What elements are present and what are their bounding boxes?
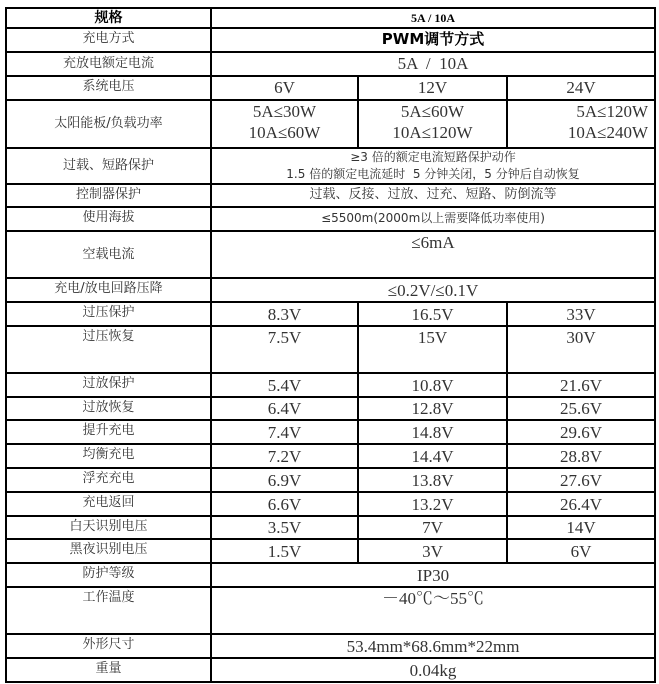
voltage-row-label: 过放恢复: [6, 397, 211, 420]
panel-power-12v-10a: 10A≤120W: [392, 123, 473, 142]
voltage-row-12v: 13.8V: [358, 468, 507, 492]
voltage-row-24v: 27.6V: [507, 468, 655, 492]
voltage-row-24v: 29.6V: [507, 420, 655, 444]
header-value: 5A / 10A: [211, 8, 655, 28]
voltage-drop-label: 充电/放电回路压降: [6, 278, 211, 302]
protection-grade-label: 防护等级: [6, 563, 211, 587]
overload-protection-value: [211, 148, 655, 184]
voltage-row-label: 黑夜识别电压: [6, 539, 211, 563]
voltage-row-12v: 13.2V: [358, 492, 507, 516]
voltage-row: [6, 468, 655, 492]
charge-mode-label: 充电方式: [6, 28, 211, 52]
voltage-row-12v: 3V: [358, 539, 507, 563]
spec-table: [5, 7, 656, 683]
voltage-row-6v: 6.9V: [211, 468, 358, 492]
voltage-row-6v: 6.4V: [211, 397, 358, 420]
voltage-row: [6, 420, 655, 444]
weight-value: 0.04kg: [211, 658, 655, 682]
voltage-row-24v: 14V: [507, 516, 655, 539]
voltage-row-label: 提升充电: [6, 420, 211, 444]
panel-power-6v-5a: 5A≤30W: [252, 102, 317, 121]
panel-power-row: [6, 100, 655, 148]
voltage-row-6v: 6.6V: [211, 492, 358, 516]
voltage-row: [6, 444, 655, 468]
voltage-row-6v: 5.4V: [211, 373, 358, 397]
voltage-row-label: 过放保护: [6, 373, 211, 397]
idle-current-row: [6, 231, 655, 278]
protection-grade-row: [6, 563, 655, 587]
panel-power-24v-5a: 5A≤120W: [576, 102, 649, 121]
panel-power-12v-5a: 5A≤60W: [400, 102, 465, 121]
weight-row: [6, 658, 655, 682]
controller-protection-value: 过载、反接、过放、过充、短路、防倒流等: [211, 184, 655, 207]
overload-protection-row: [6, 148, 655, 184]
voltage-row-24v: 30V: [507, 326, 655, 373]
controller-protection-label: 控制器保护: [6, 184, 211, 207]
overload-protection-line-2: 1.5 倍的额定电流延时 5 分钟关闭，5 分钟后自动恢复: [286, 167, 580, 181]
voltage-row-24v: 33V: [507, 302, 655, 326]
idle-current-value: ≤6mA: [211, 231, 655, 278]
system-voltage-label: 系统电压: [6, 76, 211, 100]
header-row: [6, 8, 655, 28]
voltage-row-12v: 16.5V: [358, 302, 507, 326]
voltage-row: [6, 326, 655, 373]
voltage-row-6v: 1.5V: [211, 539, 358, 563]
dimensions-value: 53.4mm*68.6mm*22mm: [211, 634, 655, 658]
voltage-drop-value: ≤0.2V/≤0.1V: [211, 278, 655, 302]
voltage-row-24v: 28.8V: [507, 444, 655, 468]
voltage-drop-row: [6, 278, 655, 302]
voltage-row-label: 过压保护: [6, 302, 211, 326]
voltage-row-24v: 6V: [507, 539, 655, 563]
overload-protection-line-1: ≥3 倍的额定电流短路保护动作: [350, 150, 516, 164]
voltage-row-24v: 25.6V: [507, 397, 655, 420]
voltage-row: [6, 492, 655, 516]
panel-power-12v: [358, 100, 507, 148]
voltage-row-12v: 12.8V: [358, 397, 507, 420]
voltage-row-24v: 21.6V: [507, 373, 655, 397]
voltage-row-12v: 10.8V: [358, 373, 507, 397]
system-voltage-12v: 12V: [358, 76, 507, 100]
voltage-row-label: 充电返回: [6, 492, 211, 516]
altitude-value: ≤5500m(2000m以上需要降低功率使用): [211, 207, 655, 231]
voltage-row-label: 过压恢复: [6, 326, 211, 373]
voltage-row-24v: 26.4V: [507, 492, 655, 516]
voltage-row-6v: 3.5V: [211, 516, 358, 539]
system-voltage-row: [6, 76, 655, 100]
voltage-row-6v: 7.4V: [211, 420, 358, 444]
charge-mode-value: PWM调节方式: [211, 28, 655, 52]
voltage-row-12v: 7V: [358, 516, 507, 539]
voltage-row: [6, 302, 655, 326]
voltage-row-6v: 7.2V: [211, 444, 358, 468]
voltage-row-12v: 14.4V: [358, 444, 507, 468]
voltage-row-label: 白天识别电压: [6, 516, 211, 539]
voltage-row: [6, 539, 655, 563]
voltage-row-6v: 8.3V: [211, 302, 358, 326]
voltage-row-label: 浮充充电: [6, 468, 211, 492]
panel-power-6v-10a: 10A≤60W: [248, 123, 321, 142]
operating-temp-value: －40℃～55℃: [211, 587, 655, 634]
operating-temp-label: 工作温度: [6, 587, 211, 634]
idle-current-label: 空载电流: [6, 231, 211, 278]
voltage-row-12v: 15V: [358, 326, 507, 373]
voltage-row: [6, 397, 655, 420]
voltage-row: [6, 373, 655, 397]
system-voltage-6v: 6V: [211, 76, 358, 100]
altitude-row: [6, 207, 655, 231]
weight-label: 重量: [6, 658, 211, 682]
panel-power-24v-10a: 10A≤240W: [567, 123, 649, 142]
controller-protection-row: [6, 184, 655, 207]
rated-current-row: [6, 52, 655, 76]
dimensions-label: 外形尺寸: [6, 634, 211, 658]
voltage-row-12v: 14.8V: [358, 420, 507, 444]
voltage-row: [6, 516, 655, 539]
system-voltage-24v: 24V: [507, 76, 655, 100]
operating-temp-row: [6, 587, 655, 634]
header-label: 规格: [6, 8, 211, 28]
protection-grade-value: IP30: [211, 563, 655, 587]
rated-current-label: 充放电额定电流: [6, 52, 211, 76]
voltage-row-label: 均衡充电: [6, 444, 211, 468]
overload-protection-label: 过载、短路保护: [6, 148, 211, 184]
charge-mode-row: [6, 28, 655, 52]
dimensions-row: [6, 634, 655, 658]
voltage-row-6v: 7.5V: [211, 326, 358, 373]
panel-power-24v: [507, 100, 655, 148]
altitude-label: 使用海拔: [6, 207, 211, 231]
panel-power-6v: [211, 100, 358, 148]
panel-power-label: 太阳能板/负载功率: [6, 100, 211, 148]
rated-current-value: 5A / 10A: [211, 52, 655, 76]
